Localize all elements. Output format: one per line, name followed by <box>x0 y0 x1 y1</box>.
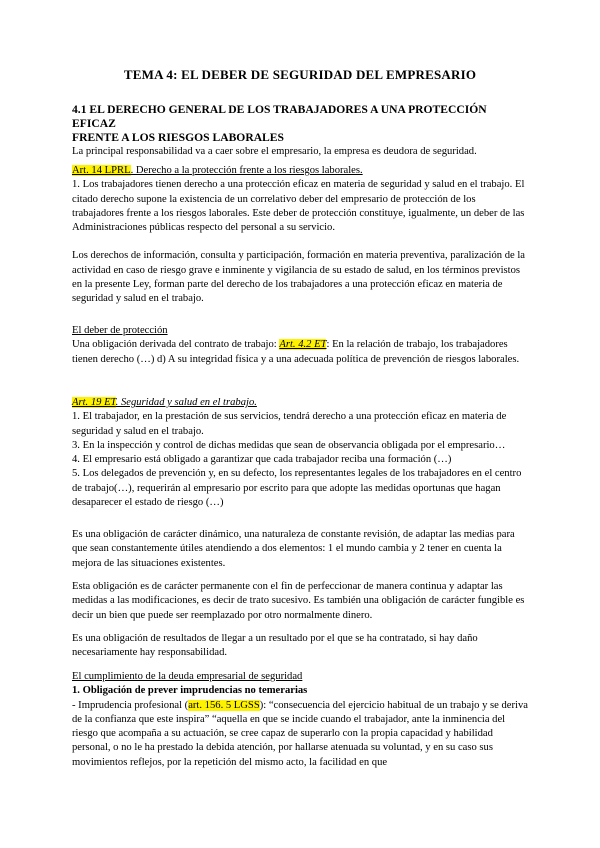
body-paragraph: Es una obligación de carácter dinámico, una naturaleza de constante revisión, de adaptar las medias para que sean constantemente útiles atendiendo a dos elementos: 1 el mundo cambia y 2 tener en cuenta la mejora de las situaciones existentes. <box>72 529 515 569</box>
section-intro: La principal responsabilidad va a caer sobre el empresario, la empresa es deudora de seguridad. <box>72 146 477 157</box>
section-heading-line1: 4.1 EL DERECHO GENERAL DE LOS TRABAJADORES A UNA PROTECCIÓN EFICAZ <box>72 103 487 130</box>
deber-text-after: : En la relación de trabajo, los trabajadores tienen derecho (…) d) A su integridad física y a una adecuada política de prevención de riesgos laborales. <box>72 339 520 365</box>
deber-proteccion <box>72 324 528 367</box>
section-heading-line2: FRENTE A LOS RIESGOS LABORALES <box>72 131 284 144</box>
et19-heading <box>72 396 528 410</box>
lprl-heading <box>72 164 528 178</box>
page-title: TEMA 4: EL DEBER DE SEGURIDAD DEL EMPRESARIO <box>123 67 477 82</box>
lprl-paragraph-1: 1. Los trabajadores tienen derecho a una protección eficaz en materia de seguridad y salud en el trabajo. El citado derecho supone la existencia de un correlativo deber del empresario de protección de los trabajadores frente a los riesgos laborales. Este deber de protección constituye, igualmente, un deber de las Administraciones públicas respecto del personal a su servicio. <box>72 179 525 234</box>
lprl-ref-title: . Derecho a la protección frente a los riesgos laborales. <box>130 165 363 176</box>
cumplimiento-text-after: ): “consecuencia del ejercicio habitual de un trabajo y se deriva de la confianza que este inspira” “aquella en que se incide cuando el trabajador, ante la inminencia del riesgo que acompaña a su actuación, se cree capaz de superarlo con la propia capacidad y habilidad personal, o no le ha prestado la debida atención, por hallarse atenuada su voluntad, y en su caso sus movimientos reflejos, por la repetición del mismo acto, la facilidad en que <box>72 699 528 768</box>
et19-item: 5. Los delegados de prevención y, en su defecto, los representantes legales de los trabajadores en el centro de trabajo(…), requerirán al empresario por escrito para que adopte las medidas oportunas que hagan desaparecer el estado de riesgo (…) <box>72 468 522 509</box>
cumplimiento-text-before: - Imprudencia profesional ( <box>72 699 189 711</box>
cumplimiento-text <box>72 699 528 770</box>
section-heading <box>72 103 528 145</box>
body-paragraph: Esta obligación es de carácter permanente con el fin de perfeccionar de manera continua y adaptar las medidas a las modificaciones, es decir de trato sucesivo. Es también una obligación de carácter fungible es decir un bien que puede ser reemplazado por otro normalmente dinero. <box>72 581 525 621</box>
et19-item: 4. El empresario está obligado a garantizar que cada trabajador reciba una formación (…) <box>72 454 452 466</box>
et19-item: 3. En la inspección y control de dichas medidas que sean de observancia obligada por el empresario… <box>72 439 506 451</box>
paragraph-resultados <box>72 632 528 661</box>
deber-ref: Art. 4.2 ET <box>279 339 327 351</box>
deber-heading: El deber de protección <box>72 325 168 336</box>
paragraph-permanente <box>72 580 528 623</box>
lprl-ref: Art. 14 LPRL <box>72 165 131 176</box>
deber-text-before: Una obligación derivada del contrato de trabajo: <box>72 339 280 351</box>
lprl-paragraph-2: Los derechos de información, consulta y participación, formación en materia preventiva, paralización de la actividad en caso de riesgo grave e inminente y vigilancia de su estado de salud, en los términos previstos en la presente Ley, forman parte del derecho de los trabajadores a una protección eficaz en materia de seguridad y salud en el trabajo. <box>72 250 525 305</box>
cumplimiento-ref: art. 156. 5 LGSS <box>188 699 260 711</box>
paragraph-dinamico <box>72 528 528 571</box>
cumplimiento-heading: El cumplimiento de la deuda empresarial de seguridad <box>72 671 303 682</box>
et19-ref: Art. 19 ET <box>72 397 116 408</box>
cumplimiento-section <box>72 670 528 770</box>
deber-text <box>72 338 528 367</box>
cumplimiento-subheading: 1. Obligación de prever imprudencias no temerarias <box>72 685 308 697</box>
section-4-1 <box>72 103 528 159</box>
body-paragraph: Es una obligación de resultados de llegar a un resultado por el que se ha contratado, si hay daño necesariamente hay responsabilidad. <box>72 633 478 659</box>
lprl-article <box>72 164 528 307</box>
et19-article <box>72 396 528 510</box>
et19-ref-title: . Seguridad y salud en el trabajo. <box>115 397 257 408</box>
et19-item: 1. El trabajador, en la prestación de sus servicios, tendrá derecho a una protección eficaz en materia de seguridad y salud en el trabajo. <box>72 411 507 437</box>
